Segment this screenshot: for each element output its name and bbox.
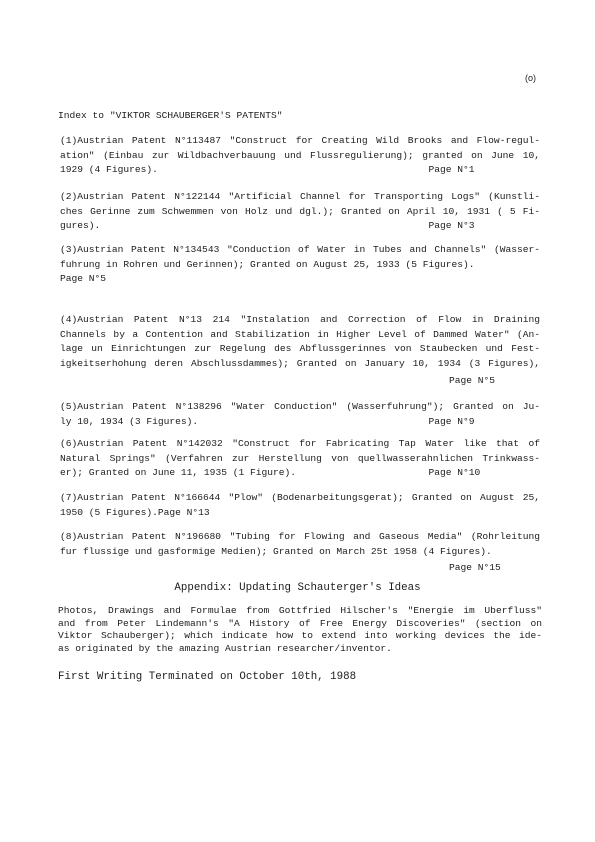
patent-entry-8 bbox=[60, 530, 540, 559]
entry-line: (8)Austrian Patent N°196680 "Tubing for Flowing and Gaseous Media" (Rohrleitung bbox=[60, 531, 540, 542]
entry-line: gures). Page N°3 bbox=[60, 220, 475, 231]
patent-entry-4 bbox=[60, 313, 540, 371]
footer-note: First Writing Terminated on October 10th, 1988 bbox=[58, 671, 357, 683]
entry-line: er); Granted on June 11, 1935 (1 Figure). Page N°10 bbox=[60, 467, 481, 478]
patent-entry-7 bbox=[60, 491, 540, 520]
appendix-line: as originated by the amazing Austrian researcher/inventor. bbox=[58, 642, 392, 654]
entry-line: ation" (Einbau zur Wildbachverbauung und Flussregulierung); granted on June 10, bbox=[60, 149, 540, 161]
entry-line: (1)Austrian Patent N°113487 "Construct for Creating Wild Brooks and Flow-regul- bbox=[60, 135, 540, 146]
entry-line: igkeitserhohung deren Abschlussdammes); Granted on January 10, 1934 (3 Figures), bbox=[60, 357, 540, 369]
entry-line: Natural Springs" (Verfahren zur Herstellung von quellwasserahnlichen Trinkwass- bbox=[60, 452, 540, 464]
entry-line: 1929 (4 Figures). Page N°1 bbox=[60, 164, 475, 175]
entry-line: (3)Austrian Patent N°134543 "Conduction of Water in Tubes and Channels" (Wasser- bbox=[60, 244, 540, 255]
entry-4-page: Page N°5 bbox=[449, 375, 496, 386]
appendix-paragraph bbox=[58, 605, 542, 655]
entry-line: (4)Austrian Patent N°13 214 "Instalation and Correction of Flow in Draining bbox=[60, 314, 540, 325]
appendix-line: Photos, Drawings and Formulae from Gottfried Hilscher's "Energie im Uberfluss" bbox=[58, 605, 542, 616]
appendix-heading: Appendix: Updating Schauterger's Ideas bbox=[174, 582, 421, 594]
entry-line: ly 10, 1934 (3 Figures). Page N°9 bbox=[60, 415, 475, 427]
patent-entry-5 bbox=[60, 400, 540, 429]
entry-line: lage un Einrichtungen zur Regelung des Abflussgerinnes von Staubecken und Fest- bbox=[60, 343, 540, 354]
appendix-line: and from Peter Lindemann's "A History of Free Energy Discoveries" (section on bbox=[58, 617, 542, 629]
patent-entry-6 bbox=[60, 437, 540, 481]
index-title: Index to "VIKTOR SCHAUBERGER'S PATENTS" bbox=[58, 110, 283, 121]
patent-entry-2 bbox=[60, 190, 540, 234]
entry-line: 1950 (5 Figures).Page N°13 bbox=[60, 506, 210, 518]
entry-line: (5)Austrian Patent N°138296 "Water Conduction" (Wasserfuhrung"); Granted on Ju- bbox=[60, 401, 540, 412]
entry-line: Channels by a Contention and Stabilization in Higher Level of Dammed Water" (An- bbox=[60, 328, 540, 340]
entry-8-page: Page N°15 bbox=[449, 562, 501, 573]
entry-line: fuhrung in Rohren und Gerinnen); Granted on August 25, 1933 (5 Figures). bbox=[60, 258, 475, 270]
entry-line: (7)Austrian Patent N°166644 "Plow" (Bodenarbeitungsgerat); Granted on August 25, bbox=[60, 492, 540, 503]
entry-line: (6)Austrian Patent N°142032 "Construct for Fabricating Tap Water like that of bbox=[60, 438, 540, 449]
corner-mark: (o) bbox=[525, 73, 536, 83]
entry-line: Page N°5 bbox=[60, 273, 107, 284]
entry-line: ches Gerinne zum Schwemmen von Holz und dgl.); Granted on April 10, 1931 ( 5 Fi- bbox=[60, 205, 540, 217]
patent-entry-1 bbox=[60, 134, 540, 178]
entry-line: (2)Austrian Patent N°122144 "Artificial Channel for Transporting Logs" (Kunstli- bbox=[60, 191, 540, 202]
appendix-line: Viktor Schauberger); which indicate how to extend into working devices the ide- bbox=[58, 630, 542, 641]
entry-line: fur flussige und gasformige Medien); Granted on March 25t 1958 (4 Figures). bbox=[60, 545, 492, 557]
patent-entry-3 bbox=[60, 243, 540, 287]
